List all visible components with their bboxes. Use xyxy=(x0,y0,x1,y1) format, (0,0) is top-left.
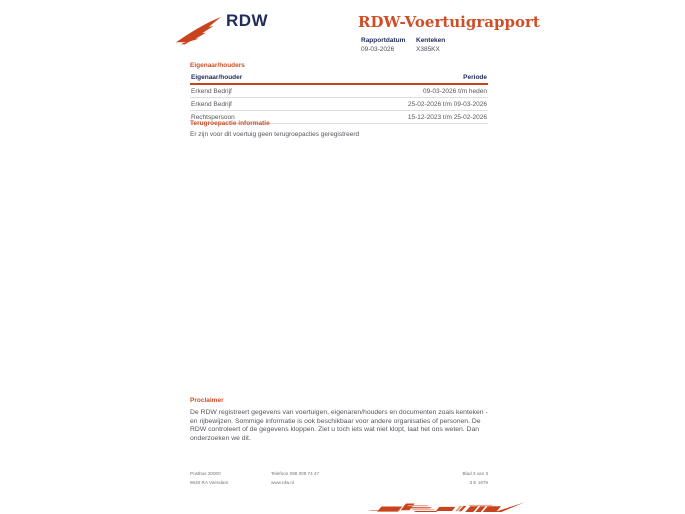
period-cell: 09-03-2026 t/m heden xyxy=(423,87,487,95)
owner-cell: Rechtspersoon xyxy=(191,113,235,121)
table-row xyxy=(190,85,488,98)
footer-address xyxy=(190,469,271,487)
column-header-period: Periode xyxy=(463,74,487,81)
footer-page-info: Blad 3 van 3 xyxy=(462,471,488,476)
proclaimer-section-title: Proclaimer xyxy=(190,397,224,404)
report-date xyxy=(361,37,416,53)
proclaimer-body-text: De RDW registreert gegevens van voertuigen, eigenaren/houders en documenten zoals kenteken - en rijbewijzen. Sommige informatie is ook beschikbaar voor andere organisaties of personen. De RDW controleert of de gegevens kloppen. Ziet u toch iets wat niet klopt, laat het ons weten. Dan onderzoeken we dit. xyxy=(190,409,488,443)
rdw-stripes-graphic-icon xyxy=(367,496,525,513)
footer-phone: Telefoon 088 008 74 47 xyxy=(271,471,320,476)
period-cell: 25-02-2026 t/m 09-03-2026 xyxy=(407,100,487,108)
footer-pagination xyxy=(462,469,488,487)
page-footer xyxy=(190,469,488,487)
report-date-value: 09-03-2026 xyxy=(361,46,395,53)
owners-table-header xyxy=(190,72,488,85)
report-date-label: Rapportdatum xyxy=(361,37,406,44)
period-cell: 15-12-2023 t/m 25-02-2026 xyxy=(407,113,487,121)
proclaimer-section xyxy=(190,397,490,444)
owners-section xyxy=(190,62,488,124)
report-meta xyxy=(361,37,471,53)
rdw-logo-text: RDW xyxy=(226,11,269,30)
table-row xyxy=(190,98,488,111)
recall-body-text: Er zijn voor dit voertuig geen terugroepacties geregistreerd xyxy=(190,131,360,138)
license-plate-value: X385KX xyxy=(416,46,440,53)
column-header-owner: Eigenaar/houder xyxy=(191,74,243,81)
owner-cell: Erkend Bedrijf xyxy=(191,87,232,95)
license-plate-label: Kenteken xyxy=(416,37,446,44)
recall-section xyxy=(190,120,488,138)
page-title: RDW-Voertuigrapport xyxy=(358,13,540,31)
owner-cell: Erkend Bedrijf xyxy=(191,100,232,108)
license-plate xyxy=(416,37,471,53)
recall-section-title: Terugroepactie informatie xyxy=(190,120,270,127)
footer-website: www.rdw.nl xyxy=(271,480,294,485)
footer-address-line2: 9640 RA Veendam xyxy=(190,480,229,485)
footer-contact xyxy=(271,469,462,487)
footer-address-line1: Postbus 30000 xyxy=(190,471,221,476)
footer-form-code: 3 E 1679 xyxy=(469,480,488,485)
owners-section-title: Eigenaar/houders xyxy=(190,62,245,69)
rdw-wing-icon xyxy=(175,15,222,45)
